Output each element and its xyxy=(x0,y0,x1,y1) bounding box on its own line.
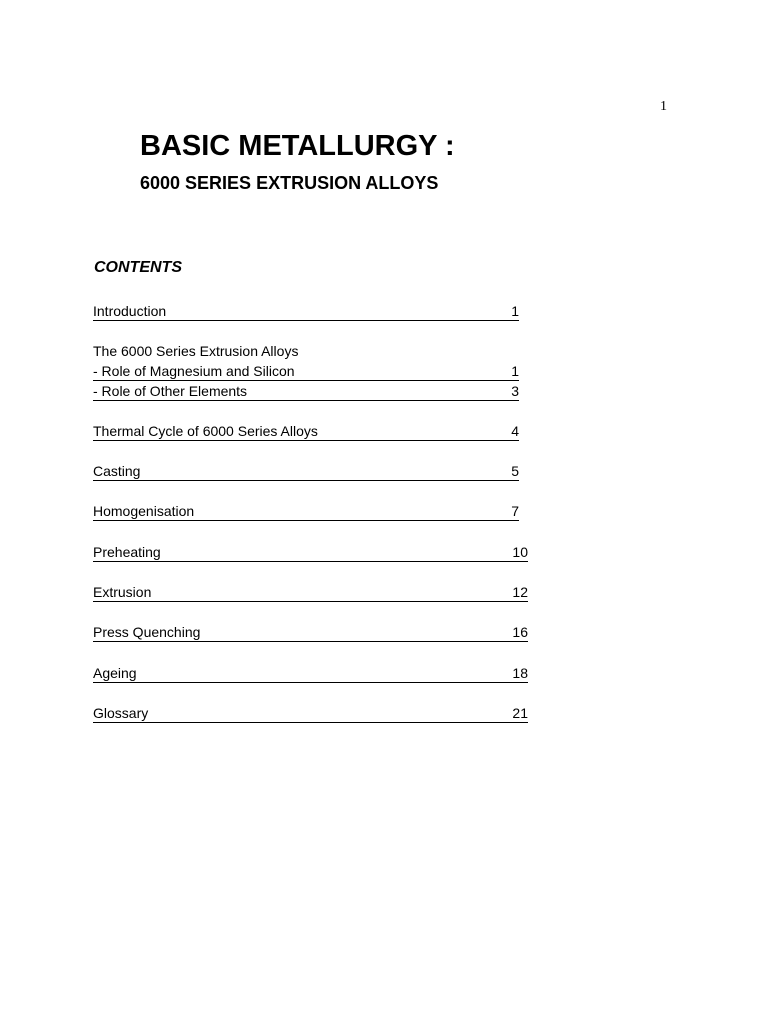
toc-page-number: 1 xyxy=(511,303,519,319)
toc-entry-extrusion xyxy=(93,583,528,602)
toc-page-number: 3 xyxy=(511,383,519,399)
toc-label: Glossary xyxy=(93,705,149,721)
toc-label: - Role of Other Elements xyxy=(93,383,248,399)
page-number: 1 xyxy=(660,99,667,114)
toc-label: Homogenisation xyxy=(93,503,195,519)
toc-entry-preheating xyxy=(93,543,528,562)
toc-entry-magnesium-silicon xyxy=(93,362,519,381)
toc-page-number: 1 xyxy=(511,363,519,379)
toc-page-number: 5 xyxy=(511,463,519,479)
contents-heading: CONTENTS xyxy=(94,259,182,276)
document-title: BASIC METALLURGY : xyxy=(140,130,455,162)
toc-entry-ageing xyxy=(93,664,528,683)
toc-entry-press-quenching xyxy=(93,623,528,642)
toc-section-heading: The 6000 Series Extrusion Alloys xyxy=(93,343,299,359)
toc-page-number: 4 xyxy=(511,423,519,439)
toc-label: Ageing xyxy=(93,665,137,681)
toc-entry-other-elements xyxy=(93,382,519,401)
toc-label: Press Quenching xyxy=(93,624,201,640)
toc-label: Extrusion xyxy=(93,584,152,600)
toc-entry-introduction xyxy=(93,302,519,321)
toc-page-number: 12 xyxy=(512,584,528,600)
toc-page-number: 16 xyxy=(512,624,528,640)
toc-page-number: 10 xyxy=(512,544,528,560)
toc-entry-glossary xyxy=(93,704,528,723)
toc-page-number: 21 xyxy=(512,705,528,721)
toc-entry-homogenisation xyxy=(93,502,519,521)
toc-label: Introduction xyxy=(93,303,167,319)
toc-entry-casting xyxy=(93,462,519,481)
toc-label: Casting xyxy=(93,463,141,479)
toc-entry-thermal-cycle xyxy=(93,422,519,441)
toc-label: Thermal Cycle of 6000 Series Alloys xyxy=(93,423,318,439)
toc-page-number: 18 xyxy=(512,665,528,681)
toc-page-number: 7 xyxy=(511,503,519,519)
toc-label: Preheating xyxy=(93,544,161,560)
document-subtitle: 6000 SERIES EXTRUSION ALLOYS xyxy=(140,173,439,193)
toc-label: - Role of Magnesium and Silicon xyxy=(93,363,295,379)
